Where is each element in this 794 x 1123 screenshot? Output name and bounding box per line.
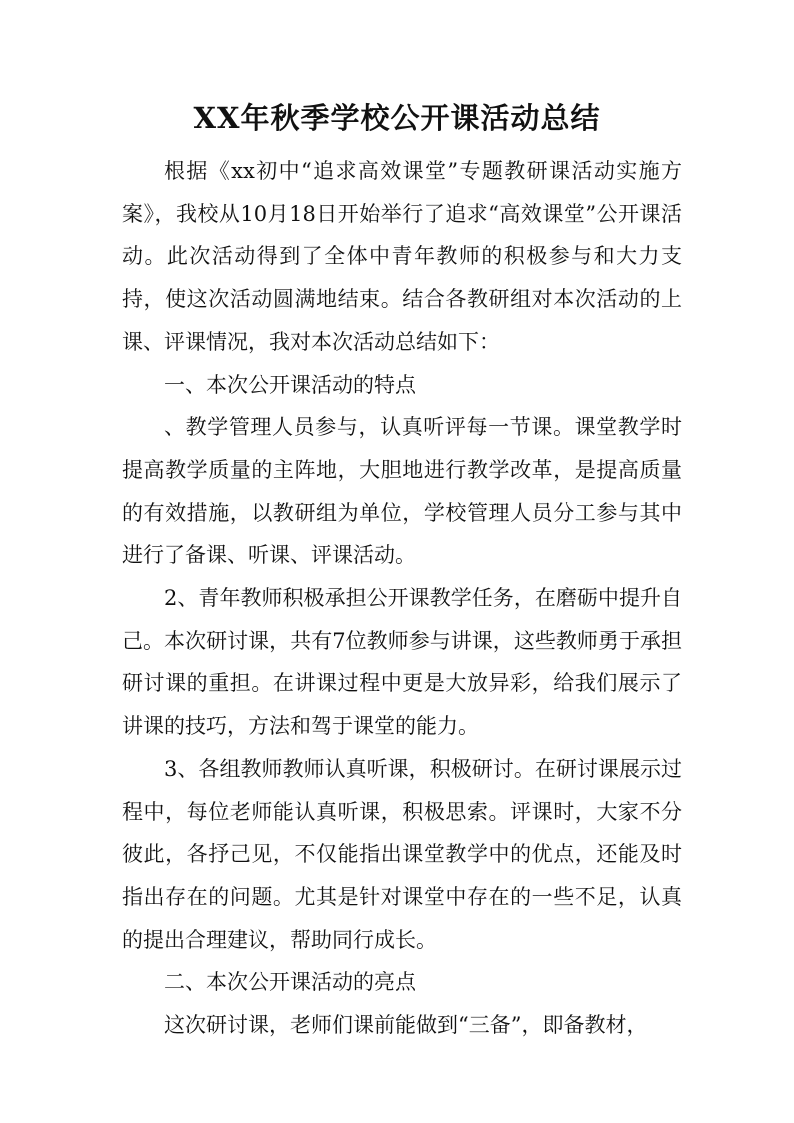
document-body (122, 150, 682, 1047)
paragraph-preparation: 这次研讨课，老师们课前能做到“三备”，即备教材， (164, 1013, 648, 1038)
paragraph-young-teachers: 2、青年教师积极承担公开课教学任务，在磨砺中提升自己。本次研讨课，共有7位教师参与讲课，这些教师勇于承担研讨课的重担。在讲课过程中更是大放异彩，给我们展示了讲课的技巧，方法和驾于课堂的能力。 (122, 586, 682, 739)
paragraph-group-discussion: 3、各组教师教师认真听课，积极研讨。在研讨课展示过程中，每位老师能认真听课，积极思索。评课时，大家不分彼此，各抒己见，不仅能指出课堂教学中的优点，还能及时指出存在的问题。尤其是针对课堂中存在的一些不足，认真的提出合理建议，帮助同行成长。 (122, 756, 682, 952)
section-heading-features: 一、本次公开课活动的特点 (164, 372, 416, 397)
intro-paragraph: 根据《xx初中“追求高效课堂”专题教研课活动实施方案》，我校从10月18日开始举行了追求“高效课堂”公开课活动。此次活动得到了全体中青年教师的积极参与和大力支持，使这次活动圆满地结束。结合各教研组对本次活动的上课、评课情况，我对本次活动总结如下： (122, 159, 682, 354)
paragraph-management-participation: 、教学管理人员参与，认真听评每一节课。课堂教学时提高教学质量的主阵地，大胆地进行教学改革，是提高质量的有效措施，以教研组为单位，学校管理人员分工参与其中进行了备课、听课、评课活动。 (122, 415, 682, 568)
document-title: XX年秋季学校公开课活动总结 (193, 101, 601, 135)
section-heading-highlights: 二、本次公开课活动的亮点 (164, 970, 416, 995)
